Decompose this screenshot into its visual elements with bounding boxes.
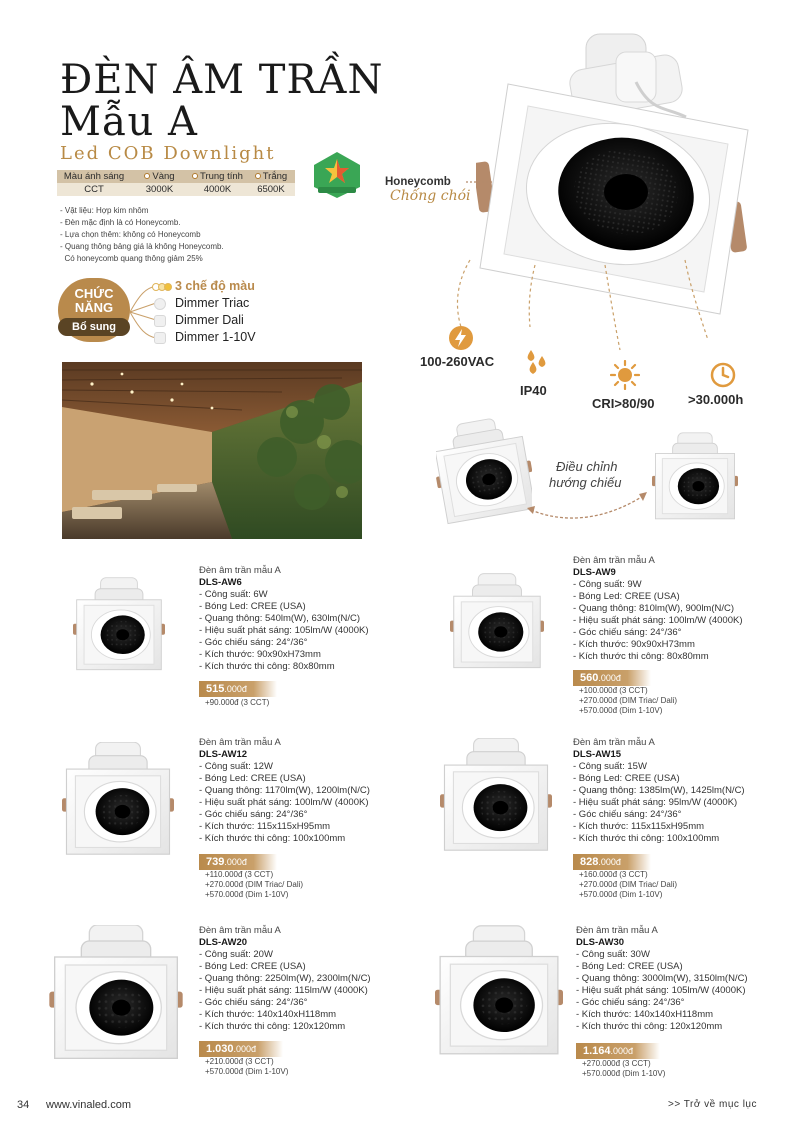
website-link[interactable]: www.vinaled.com: [46, 1099, 131, 1111]
spec-line: - Bóng Led: CREE (USA): [199, 961, 306, 972]
price-tag-aw30: 1.164.000đ: [576, 1043, 660, 1059]
water-drops-icon: [524, 348, 550, 376]
sun-icon: [610, 360, 640, 390]
warm-swatch-icon: [144, 173, 150, 179]
price-tag-aw12: 739.000đ: [199, 854, 277, 870]
price-options-aw12: [205, 870, 303, 900]
price-options-aw20: [205, 1057, 288, 1077]
spec-line: - Kích thước: 140x140xH118mm: [576, 1009, 714, 1020]
spec-line: - Kích thước thi công: 100x100mm: [573, 833, 720, 844]
notes-list: [60, 205, 224, 265]
price-tag-aw6: 515.000đ: [199, 681, 277, 697]
cct-value-warm: 3000K: [131, 183, 188, 196]
product-category: Đèn âm trần mẫu A: [573, 555, 655, 566]
adjust-label-line1: Điều chỉnh: [556, 459, 618, 474]
note-item: - Quang thông bảng giá là không Honeycomb.: [60, 242, 224, 251]
back-to-contents-link[interactable]: >> Trở về mục lục: [668, 1099, 757, 1110]
price-options-aw6: [205, 698, 269, 708]
spec-line: - Kích thước thi công: 80x80mm: [199, 661, 335, 672]
feature-cri-label: CRI>80/90: [592, 396, 655, 411]
spec-line: - Bóng Led: CREE (USA): [199, 601, 306, 612]
adjust-arrow-icon: [525, 488, 650, 522]
spec-line: - Quang thông: 540lm(W), 630lm(N/C): [199, 613, 361, 624]
product-card-aw9: [573, 555, 743, 663]
product-category: Đèn âm trần mẫu A: [573, 737, 655, 748]
price-options-aw15: [579, 870, 677, 900]
honeycomb-pointer-icon: [466, 178, 496, 186]
honeycomb-label: Honeycomb: [385, 176, 451, 188]
spec-line: - Hiệu suất phát sáng: 95lm/W (4000K): [573, 797, 738, 808]
product-code: DLS-AW30: [576, 937, 625, 948]
product-card-aw12: [199, 737, 370, 845]
spec-line: - Góc chiếu sáng: 24°/36°: [199, 997, 308, 1008]
price-tag-aw9: 560.000đ: [573, 670, 651, 686]
spec-line: - Quang thông: 2250lm(W), 2300lm(N/C): [199, 973, 371, 984]
spec-line: - Hiệu suất phát sáng: 100lm/W (4000K): [199, 797, 369, 808]
price-option: +110.000đ (3 CCT): [205, 870, 274, 879]
product-code: DLS-AW6: [199, 577, 242, 588]
white-swatch-icon: [255, 173, 261, 179]
spec-line: - Kích thước thi công: 120x120mm: [199, 1021, 346, 1032]
spec-line: - Kích thước: 115x115xH95mm: [573, 821, 705, 832]
spec-line: - Kích thước thi công: 100x100mm: [199, 833, 346, 844]
product-category: Đèn âm trần mẫu A: [199, 565, 281, 576]
spec-line: - Hiệu suất phát sáng: 115lm/W (4000K): [199, 985, 368, 996]
spec-line: - Quang thông: 1385lm(W), 1425lm(N/C): [573, 785, 745, 796]
product-code: DLS-AW9: [573, 567, 616, 578]
price-option: +90.000đ (3 CCT): [205, 698, 270, 707]
product-category: Đèn âm trần mẫu A: [199, 925, 281, 936]
spec-line: - Bóng Led: CREE (USA): [573, 591, 680, 602]
straight-lamp-image: [652, 430, 738, 526]
price-option: +270.000đ (3 CCT): [582, 1059, 651, 1068]
note-item: - Lựa chọn thêm: không có Honeycomb: [60, 230, 201, 239]
spec-line: - Kích thước thi công: 80x80mm: [573, 651, 709, 662]
spec-line: - Quang thông: 1170lm(W), 1200lm(N/C): [199, 785, 370, 796]
product-image-aw6: [73, 576, 165, 676]
product-category: Đèn âm trần mẫu A: [199, 737, 281, 748]
price-option: +570.000đ (Dim 1-10V): [582, 1069, 666, 1078]
price-option: +570.000đ (Dim 1-10V): [205, 890, 289, 899]
spec-line: - Góc chiếu sáng: 24°/36°: [576, 997, 685, 1008]
price-option: +210.000đ (3 CCT): [205, 1057, 274, 1066]
functions-connector-icon: [128, 284, 158, 340]
tilted-lamp-image: [436, 415, 532, 527]
spec-line: - Kích thước: 140x140xH118mm: [199, 1009, 337, 1020]
product-code: DLS-AW20: [199, 937, 248, 948]
note-item: - Vật liệu: Hợp kim nhôm: [60, 206, 149, 215]
price-option: +570.000đ (Dim 1-10V): [205, 1067, 289, 1076]
neutral-swatch-icon: [192, 173, 198, 179]
spec-line: - Công suất: 30W: [576, 949, 650, 960]
spec-line: - Công suất: 15W: [573, 761, 647, 772]
spec-line: - Hiệu suất phát sáng: 105lm/W (4000K): [576, 985, 746, 996]
product-card-aw20: [199, 925, 371, 1033]
function-item-dimmer-triac: Dimmer Triac: [175, 296, 250, 310]
product-code: DLS-AW12: [199, 749, 248, 760]
price-tag-aw15: 828.000đ: [573, 854, 651, 870]
page-title-line2: Mẫu A: [60, 99, 198, 145]
cct-row2-label: CCT: [57, 183, 131, 196]
adjust-label-line2: hướng chiếu: [549, 475, 622, 490]
spec-line: - Hiệu suất phát sáng: 105lm/W (4000K): [199, 625, 369, 636]
page-number: 34: [17, 1099, 30, 1111]
installation-scene-image: [62, 362, 362, 539]
price-option: +570.000đ (Dim 1-10V): [579, 890, 663, 899]
page-title-line1: ĐÈN ÂM TRẦN: [60, 57, 384, 103]
cct-value-white: 6500K: [247, 183, 295, 196]
spec-line: - Bóng Led: CREE (USA): [576, 961, 683, 972]
spec-line: - Hiệu suất phát sáng: 100lm/W (4000K): [573, 615, 743, 626]
price-option: +100.000đ (3 CCT): [579, 686, 648, 695]
product-code: DLS-AW15: [573, 749, 622, 760]
price-option: +270.000đ (DIM Triac/ Dali): [205, 880, 304, 889]
spec-line: - Công suất: 6W: [199, 589, 268, 600]
cct-col-neutral: Trung tính: [188, 170, 247, 183]
dimmer-triac-icon: [154, 298, 166, 310]
anti-glare-label: Chống chói: [390, 188, 471, 204]
cct-table: [57, 170, 295, 196]
product-image-aw12: [62, 742, 174, 860]
spec-line: - Công suất: 12W: [199, 761, 273, 772]
function-item-dimmer-1-10v: Dimmer 1-10V: [175, 330, 256, 344]
note-item: - Đèn mặc định là có Honeycomb.: [60, 218, 181, 227]
spec-line: - Quang thông: 810lm(W), 900lm(N/C): [573, 603, 735, 614]
product-card-aw30: [576, 925, 748, 1033]
dimmer-1-10v-icon: [154, 332, 166, 344]
spec-line: - Góc chiếu sáng: 24°/36°: [573, 627, 682, 638]
spec-line: - Góc chiếu sáng: 24°/36°: [199, 809, 308, 820]
feature-ip-label: IP40: [520, 383, 547, 398]
cct-col-warm: Vàng: [131, 170, 188, 183]
spec-line: - Góc chiếu sáng: 24°/36°: [199, 637, 308, 648]
functions-label-line1: CHỨC: [74, 286, 114, 301]
functions-label-line2: NĂNG: [74, 300, 114, 315]
spec-line: - Góc chiếu sáng: 24°/36°: [573, 809, 682, 820]
price-options-aw9: [579, 686, 677, 716]
price-tag-aw20: 1.030.000đ: [199, 1041, 283, 1057]
cct-row1-label: Màu ánh sáng: [57, 170, 131, 183]
spec-line: - Công suất: 9W: [573, 579, 642, 590]
product-card-aw15: [573, 737, 745, 845]
spec-line: - Kích thước: 90x90xH73mm: [573, 639, 695, 650]
spec-line: - Công suất: 20W: [199, 949, 273, 960]
page-subtitle: Led COB Downlight: [60, 143, 276, 164]
spec-line: - Kích thước thi công: 120x120mm: [576, 1021, 723, 1032]
function-item-color-modes: 3 chế độ màu: [175, 279, 255, 293]
cct-value-neutral: 4000K: [188, 183, 247, 196]
product-image-aw20: [48, 925, 184, 1065]
spec-line: - Kích thước: 115x115xH95mm: [199, 821, 331, 832]
product-image-aw9: [450, 573, 544, 673]
functions-label-line3: Bổ sung: [58, 318, 130, 336]
energy-saving-badge-icon: [312, 151, 362, 199]
color-modes-icon: [152, 282, 174, 292]
product-image-aw30: [435, 925, 563, 1061]
price-option: +160.000đ (3 CCT): [579, 870, 648, 879]
price-option: +270.000đ (DIM Triac/ Dali): [579, 696, 678, 705]
spec-line: - Bóng Led: CREE (USA): [199, 773, 306, 784]
lightning-icon: [448, 325, 474, 351]
product-card-aw6: [199, 565, 369, 673]
note-item: Có honeycomb quang thông giảm 25%: [60, 254, 203, 263]
price-option: +270.000đ (DIM Triac/ Dali): [579, 880, 678, 889]
dimmer-dali-icon: [154, 315, 166, 327]
price-options-aw30: [582, 1059, 665, 1079]
spec-line: - Kích thước: 90x90xH73mm: [199, 649, 321, 660]
product-image-aw15: [440, 738, 552, 856]
spec-line: - Quang thông: 3000lm(W), 3150lm(N/C): [576, 973, 748, 984]
function-item-dimmer-dali: Dimmer Dali: [175, 313, 244, 327]
feature-voltage-label: 100-260VAC: [420, 354, 495, 369]
clock-icon: [709, 361, 737, 389]
price-option: +570.000đ (Dim 1-10V): [579, 706, 663, 715]
cct-col-white: Trắng: [247, 170, 295, 183]
feature-lifetime-label: >30.000h: [688, 392, 744, 407]
spec-line: - Bóng Led: CREE (USA): [573, 773, 680, 784]
feature-connectors-icon: [440, 255, 720, 365]
product-category: Đèn âm trần mẫu A: [576, 925, 658, 936]
